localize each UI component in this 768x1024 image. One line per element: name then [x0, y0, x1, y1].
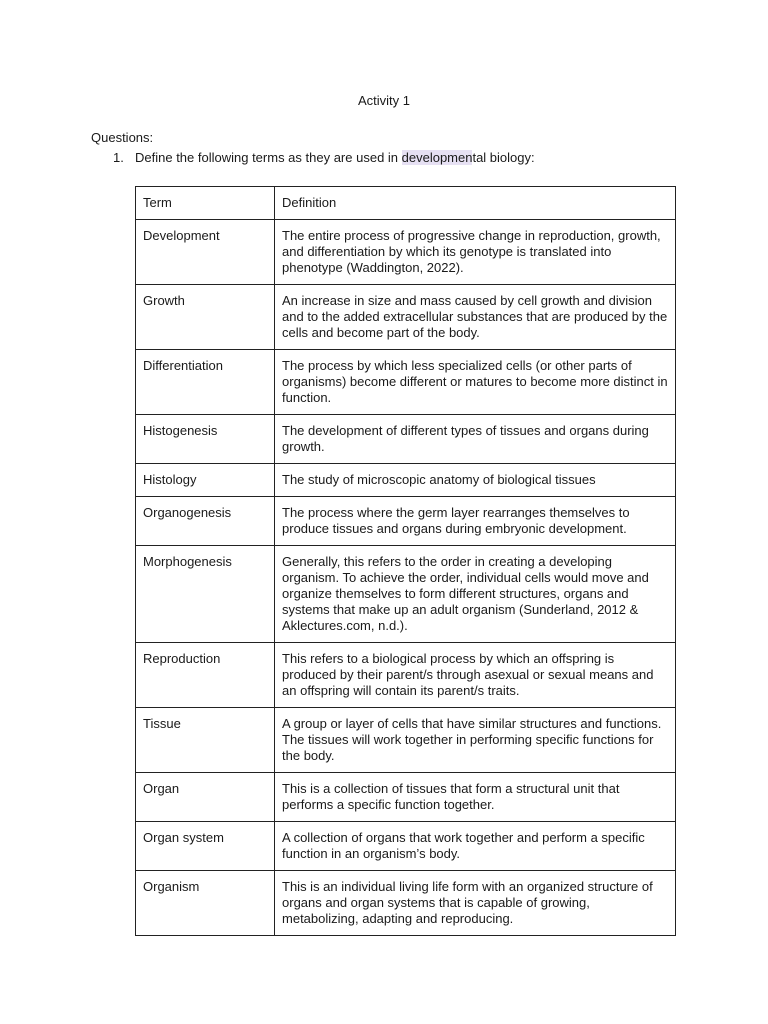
- questions-label: Questions:: [91, 130, 154, 145]
- question-text-start: Define the following terms as they are used in: [135, 150, 402, 165]
- term-cell: Organogenesis: [136, 497, 275, 546]
- definition-cell: The process where the germ layer rearranges themselves to produce tissues and organs during embryonic development.: [275, 497, 676, 546]
- term-cell: Reproduction: [136, 643, 275, 708]
- table-row: [136, 415, 676, 464]
- terms-table-body: [136, 187, 676, 936]
- definition-cell: The entire process of progressive change in reproduction, growth, and differentiation by which its genotype is translated into phenotype (Waddington, 2022).: [275, 220, 676, 285]
- header-term: Term: [136, 187, 275, 220]
- term-cell: Growth: [136, 285, 275, 350]
- definition-cell: This is an individual living life form with an organized structure of organs and organ systems that is capable of growing, metabolizing, adapting and reproducing.: [275, 871, 676, 936]
- term-cell: Tissue: [136, 708, 275, 773]
- highlighted-text: developmen: [401, 150, 473, 165]
- definition-cell: The development of different types of tissues and organs during growth.: [275, 415, 676, 464]
- definition-cell: An increase in size and mass caused by cell growth and division and to the added extracellular substances that are produced by the cells and become part of the body.: [275, 285, 676, 350]
- term-cell: Organism: [136, 871, 275, 936]
- term-cell: Organ system: [136, 822, 275, 871]
- question-text-end: tal biology:: [472, 150, 535, 165]
- definition-cell: The study of microscopic anatomy of biological tissues: [275, 464, 676, 497]
- definition-cell: This is a collection of tissues that form a structural unit that performs a specific function together.: [275, 773, 676, 822]
- terms-table: [135, 186, 676, 936]
- table-row: [136, 871, 676, 936]
- table-row: [136, 497, 676, 546]
- definition-cell: A collection of organs that work together and perform a specific function in an organism’s body.: [275, 822, 676, 871]
- definition-cell: This refers to a biological process by which an offspring is produced by their parent/s through asexual or sexual means and an offspring will contain its parent/s traits.: [275, 643, 676, 708]
- term-cell: Histogenesis: [136, 415, 275, 464]
- term-cell: Histology: [136, 464, 275, 497]
- table-row: [136, 643, 676, 708]
- table-row: [136, 822, 676, 871]
- term-cell: Organ: [136, 773, 275, 822]
- term-cell: Development: [136, 220, 275, 285]
- question-item: [113, 150, 535, 166]
- table-header-row: [136, 187, 676, 220]
- table-row: [136, 285, 676, 350]
- term-cell: Differentiation: [136, 350, 275, 415]
- table-row: [136, 220, 676, 285]
- page-title: Activity 1: [357, 93, 410, 108]
- table-row: [136, 350, 676, 415]
- definition-cell: A group or layer of cells that have similar structures and functions. The tissues will work together in performing specific functions for the body.: [275, 708, 676, 773]
- table-row: [136, 546, 676, 643]
- term-cell: Morphogenesis: [136, 546, 275, 643]
- table-row: [136, 773, 676, 822]
- question-number: 1.: [113, 150, 124, 165]
- definition-cell: Generally, this refers to the order in creating a developing organism. To achieve the order, individual cells would move and organize themselves to form different structures, organs and systems that make up an adult organism (Sunderland, 2012 & Aklectures.com, n.d.).: [275, 546, 676, 643]
- header-definition: Definition: [275, 187, 676, 220]
- table-row: [136, 464, 676, 497]
- table-row: [136, 708, 676, 773]
- definition-cell: The process by which less specialized cells (or other parts of organisms) become different or matures to become more distinct in function.: [275, 350, 676, 415]
